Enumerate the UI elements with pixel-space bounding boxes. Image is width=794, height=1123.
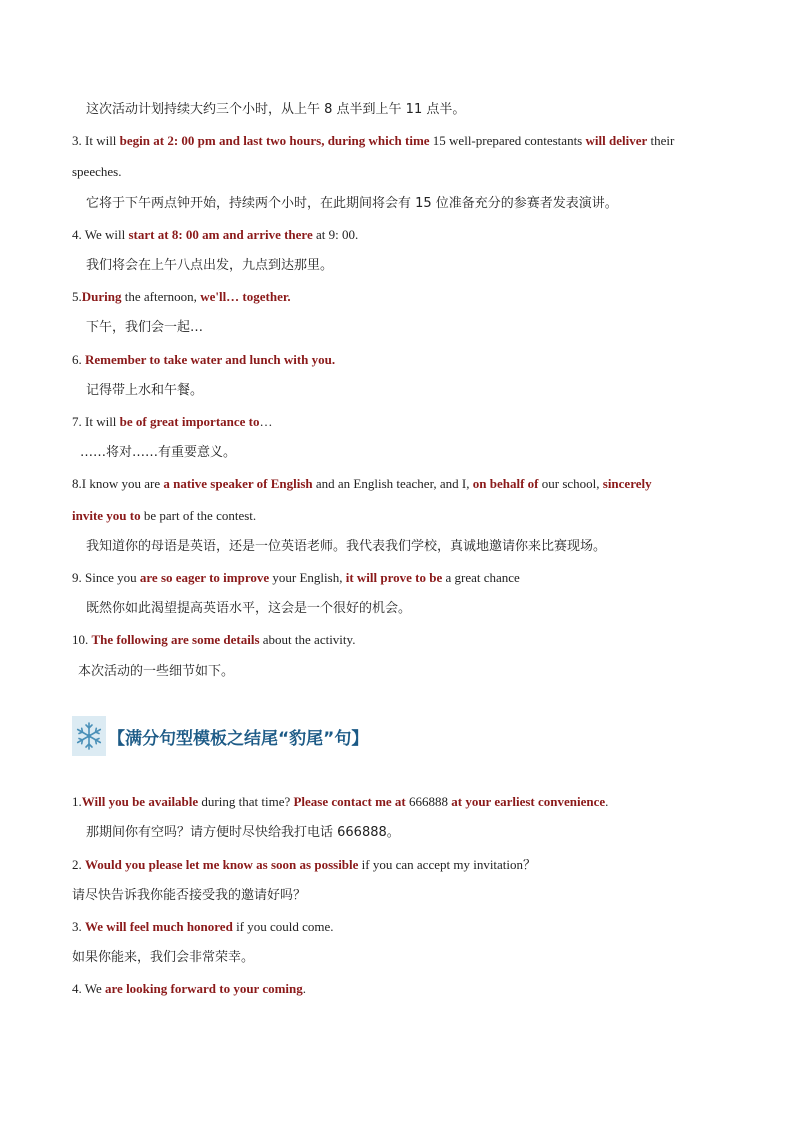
line-8-zh: 我知道你的母语是英语，还是一位英语老师。我代表我们学校，真诚地邀请你来比赛现场。 [86,539,607,554]
text-run: during that time? [198,794,294,809]
key-phrase: sincerely [602,476,652,491]
line-10-zh: 本次活动的一些细节如下。 [78,664,235,679]
text-run: … [259,414,273,429]
text-run: 3. [72,919,85,934]
key-phrase: The following are some details [91,632,260,647]
line-4-en [72,227,358,243]
line-5-en [72,289,291,305]
key-phrase: invite you to [72,508,141,523]
line-4-zh: 我们将会在上午八点出发，九点到达那里。 [86,258,334,273]
text-run: our school, [538,476,603,491]
text-run: about the activity. [259,632,356,647]
line-3-en-cont: speeches. [72,164,122,179]
key-phrase: be of great importance to [119,414,260,429]
text-run: 4. We [72,981,106,996]
ending-1-en [72,794,608,810]
text-run: 5. [72,289,82,304]
text-run: 2. [72,857,85,872]
key-phrase: Remember to take water and lunch with you. [85,352,336,367]
ending-3-en [72,919,334,935]
key-phrase: Will you be available [81,794,199,809]
text-run: . [302,981,307,996]
text-run: at 9: 00. [312,227,359,242]
line-9-zh: 既然你如此渴望提高英语水平，这会是一个很好的机会。 [86,601,412,616]
line-5-zh: 下午，我们会一起… [86,320,204,335]
text-run: 666888 [405,794,452,809]
key-phrase: we'll… together. [200,289,291,304]
key-phrase: start at 8: 00 am and arrive there [128,227,313,242]
text-run: if you could come. [232,919,334,934]
section-heading [72,716,368,756]
key-phrase: it will prove to be [345,570,443,585]
ending-3-zh: 如果你能来，我们会非常荣幸。 [72,950,255,965]
text-run: their [647,133,675,148]
text-run: 6. [72,352,85,367]
text-run: 3. It will [72,133,120,148]
text-run: 10. [72,632,92,647]
key-phrase: Would you please let me know as soon as possible [85,857,359,872]
key-phrase: During [81,289,122,304]
key-phrase: at your earliest convenience [451,794,606,809]
line-6-en [72,352,335,368]
text-run: 8.I know you are [72,476,164,491]
text-run: 4. We will [72,227,129,242]
line-9-en [72,570,520,586]
key-phrase: on behalf of [472,476,539,491]
line-7-zh: ……将对……有重要意义。 [80,445,237,460]
text-run: 1. [72,794,82,809]
text-run: the afternoon, [121,289,201,304]
line-7-en [72,414,273,430]
text-run: 15 well-prepared contestants [429,133,586,148]
line-10-en [72,632,355,648]
line-8-en [72,476,652,492]
key-phrase: begin at 2: 00 pm and last two hours, during which time [119,133,430,148]
text-run: a great chance [442,570,520,585]
key-phrase: We will feel much honored [85,919,233,934]
ending-4-en [72,981,306,997]
text-run: if you can accept my invitation？ [358,857,537,872]
line-3-en [72,133,674,149]
snowflake-icon [72,716,106,756]
line-1-zh: 这次活动计划持续大约三个小时，从上午 8 点半到上午 11 点半。 [86,102,466,117]
section-heading-text: 【满分句型模板之结尾“豹尾”句】 [108,728,369,749]
text-run: your English, [269,570,346,585]
text-run: and an English teacher, and I, [312,476,473,491]
line-3-zh: 它将于下午两点钟开始，持续两个小时，在此期间将会有 15 位准备充分的参赛者发表演讲。 [86,196,618,211]
text-run: . [605,794,609,809]
ending-2-en [72,857,536,873]
text-run: 7. It will [72,414,120,429]
key-phrase: Please contact me at [293,794,406,809]
ending-2-zh: 请尽快告诉我你能否接受我的邀请好吗？ [72,888,307,903]
text-run: 9. Since you [72,570,140,585]
key-phrase: will deliver [585,133,648,148]
key-phrase: a native speaker of English [163,476,313,491]
line-6-zh: 记得带上水和午餐。 [86,383,204,398]
text-run: be part of the contest. [140,508,257,523]
key-phrase: are looking forward to your coming [105,981,303,996]
line-8-en-cont [72,508,256,524]
ending-1-zh: 那期间你有空吗？请方便时尽快给我打电话 666888。 [86,825,400,840]
key-phrase: are so eager to improve [139,570,270,585]
